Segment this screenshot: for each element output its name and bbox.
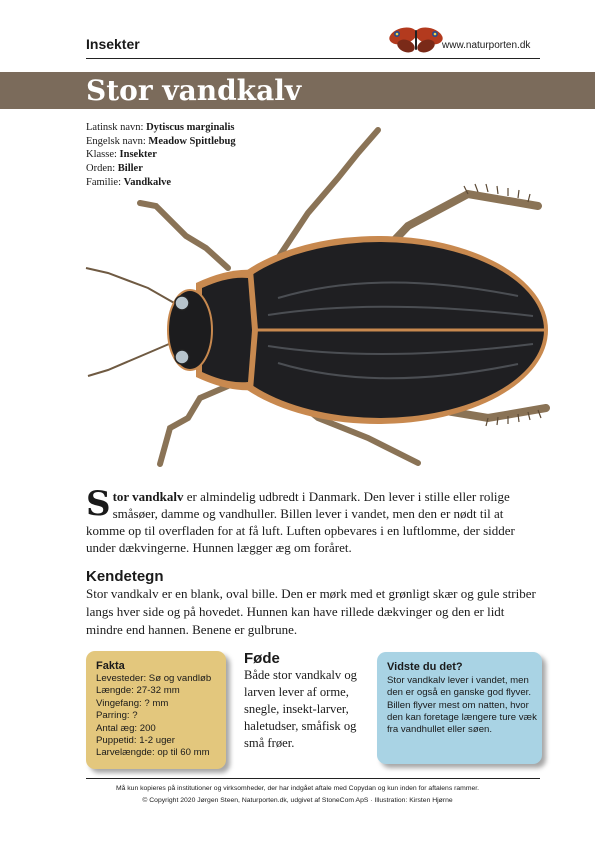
fakta-title: Fakta (96, 660, 125, 672)
footer-copyright: © Copyright 2020 Jørgen Steen, Naturporten.dk, udgivet af StoneCom ApS · Illustration: Kirsten Hjørne (142, 797, 453, 804)
fakta-item: Larvelængde: op til 60 mm (96, 747, 210, 759)
fode-heading: Føde (244, 650, 280, 667)
class-label: Klasse: (86, 149, 117, 161)
did-you-know-text: Stor vandkalv lever i vandet, men den er også en ganske god flyver. Billen flyver mest om natten, hvor den kan foretage længere ture væk fra vandhullet eller søen. (387, 675, 537, 736)
fakta-item: Parring: ? (96, 710, 138, 722)
order-label: Orden: (86, 163, 116, 175)
page-title: Stor vandkalv (86, 74, 302, 107)
fakta-item: Puppetid: 1-2 uger (96, 735, 175, 747)
fakta-item: Længde: 27-32 mm (96, 685, 180, 697)
fakta-box (86, 651, 226, 769)
footer-divider (86, 778, 540, 779)
family-value: Vandkalve (123, 176, 172, 188)
family-label: Familie: (86, 176, 121, 188)
footer-license: Må kun kopieres på institutioner og virksomheder, der har indgået aftale med Copydan og kun inden for aftalens rammer. (115, 785, 480, 792)
fakta-list (96, 673, 211, 760)
intro-bold: tor vandkalv (112, 489, 184, 504)
header-divider (86, 58, 540, 59)
did-you-know-box (377, 652, 542, 764)
category-label: Insekter (86, 36, 140, 52)
site-url: www.naturporten.dk (442, 40, 531, 51)
did-you-know-title: Vidste du det? (387, 661, 463, 673)
fakta-item: Vingefang: ? mm (96, 697, 169, 709)
order-value: Biller (117, 163, 143, 175)
intro-paragraph (86, 484, 541, 556)
fakta-item: Levesteder: Sø og vandløb (96, 673, 212, 684)
kendetegn-heading: Kendetegn (86, 568, 164, 585)
butterfly-icon (386, 25, 446, 55)
class-value: Insekter (119, 149, 157, 161)
english-name-value: Meadow Spittlebug (148, 135, 236, 147)
latin-name-label: Latinsk navn: (86, 122, 144, 133)
intro-text: er almindelig udbredt i Danmark. Den lever i stille eller rolige småsøer, damme og vandhuller. Billen lever i vandet, men den er nødt til at komme op til overfladen for at få luft. Luften opbevares i en luftlomme, der sidder under dækvingerne. Hunnen lægger æg om foråret. (86, 489, 515, 555)
fode-text: Både stor vandkalv og larven lever af orme, snegle, insekt-larver, haletudser, småfisk og små frøer. (244, 668, 357, 750)
fakta-item: Antal æg: 200 (96, 722, 156, 734)
kendetegn-text: Stor vandkalv er en blank, oval bille. Den er mørk med et grønligt skær og gule striber langs hver side og på hovedet. Hunnen kan have rillede dækvinger og den er lidt mindre end hannen. Benene er gulbrune. (86, 586, 536, 637)
diving-beetle-icon (78, 118, 553, 478)
english-name-label: Engelsk navn: (86, 135, 146, 147)
latin-name-value: Dytiscus marginalis (146, 122, 235, 133)
drop-cap: S (86, 484, 111, 524)
